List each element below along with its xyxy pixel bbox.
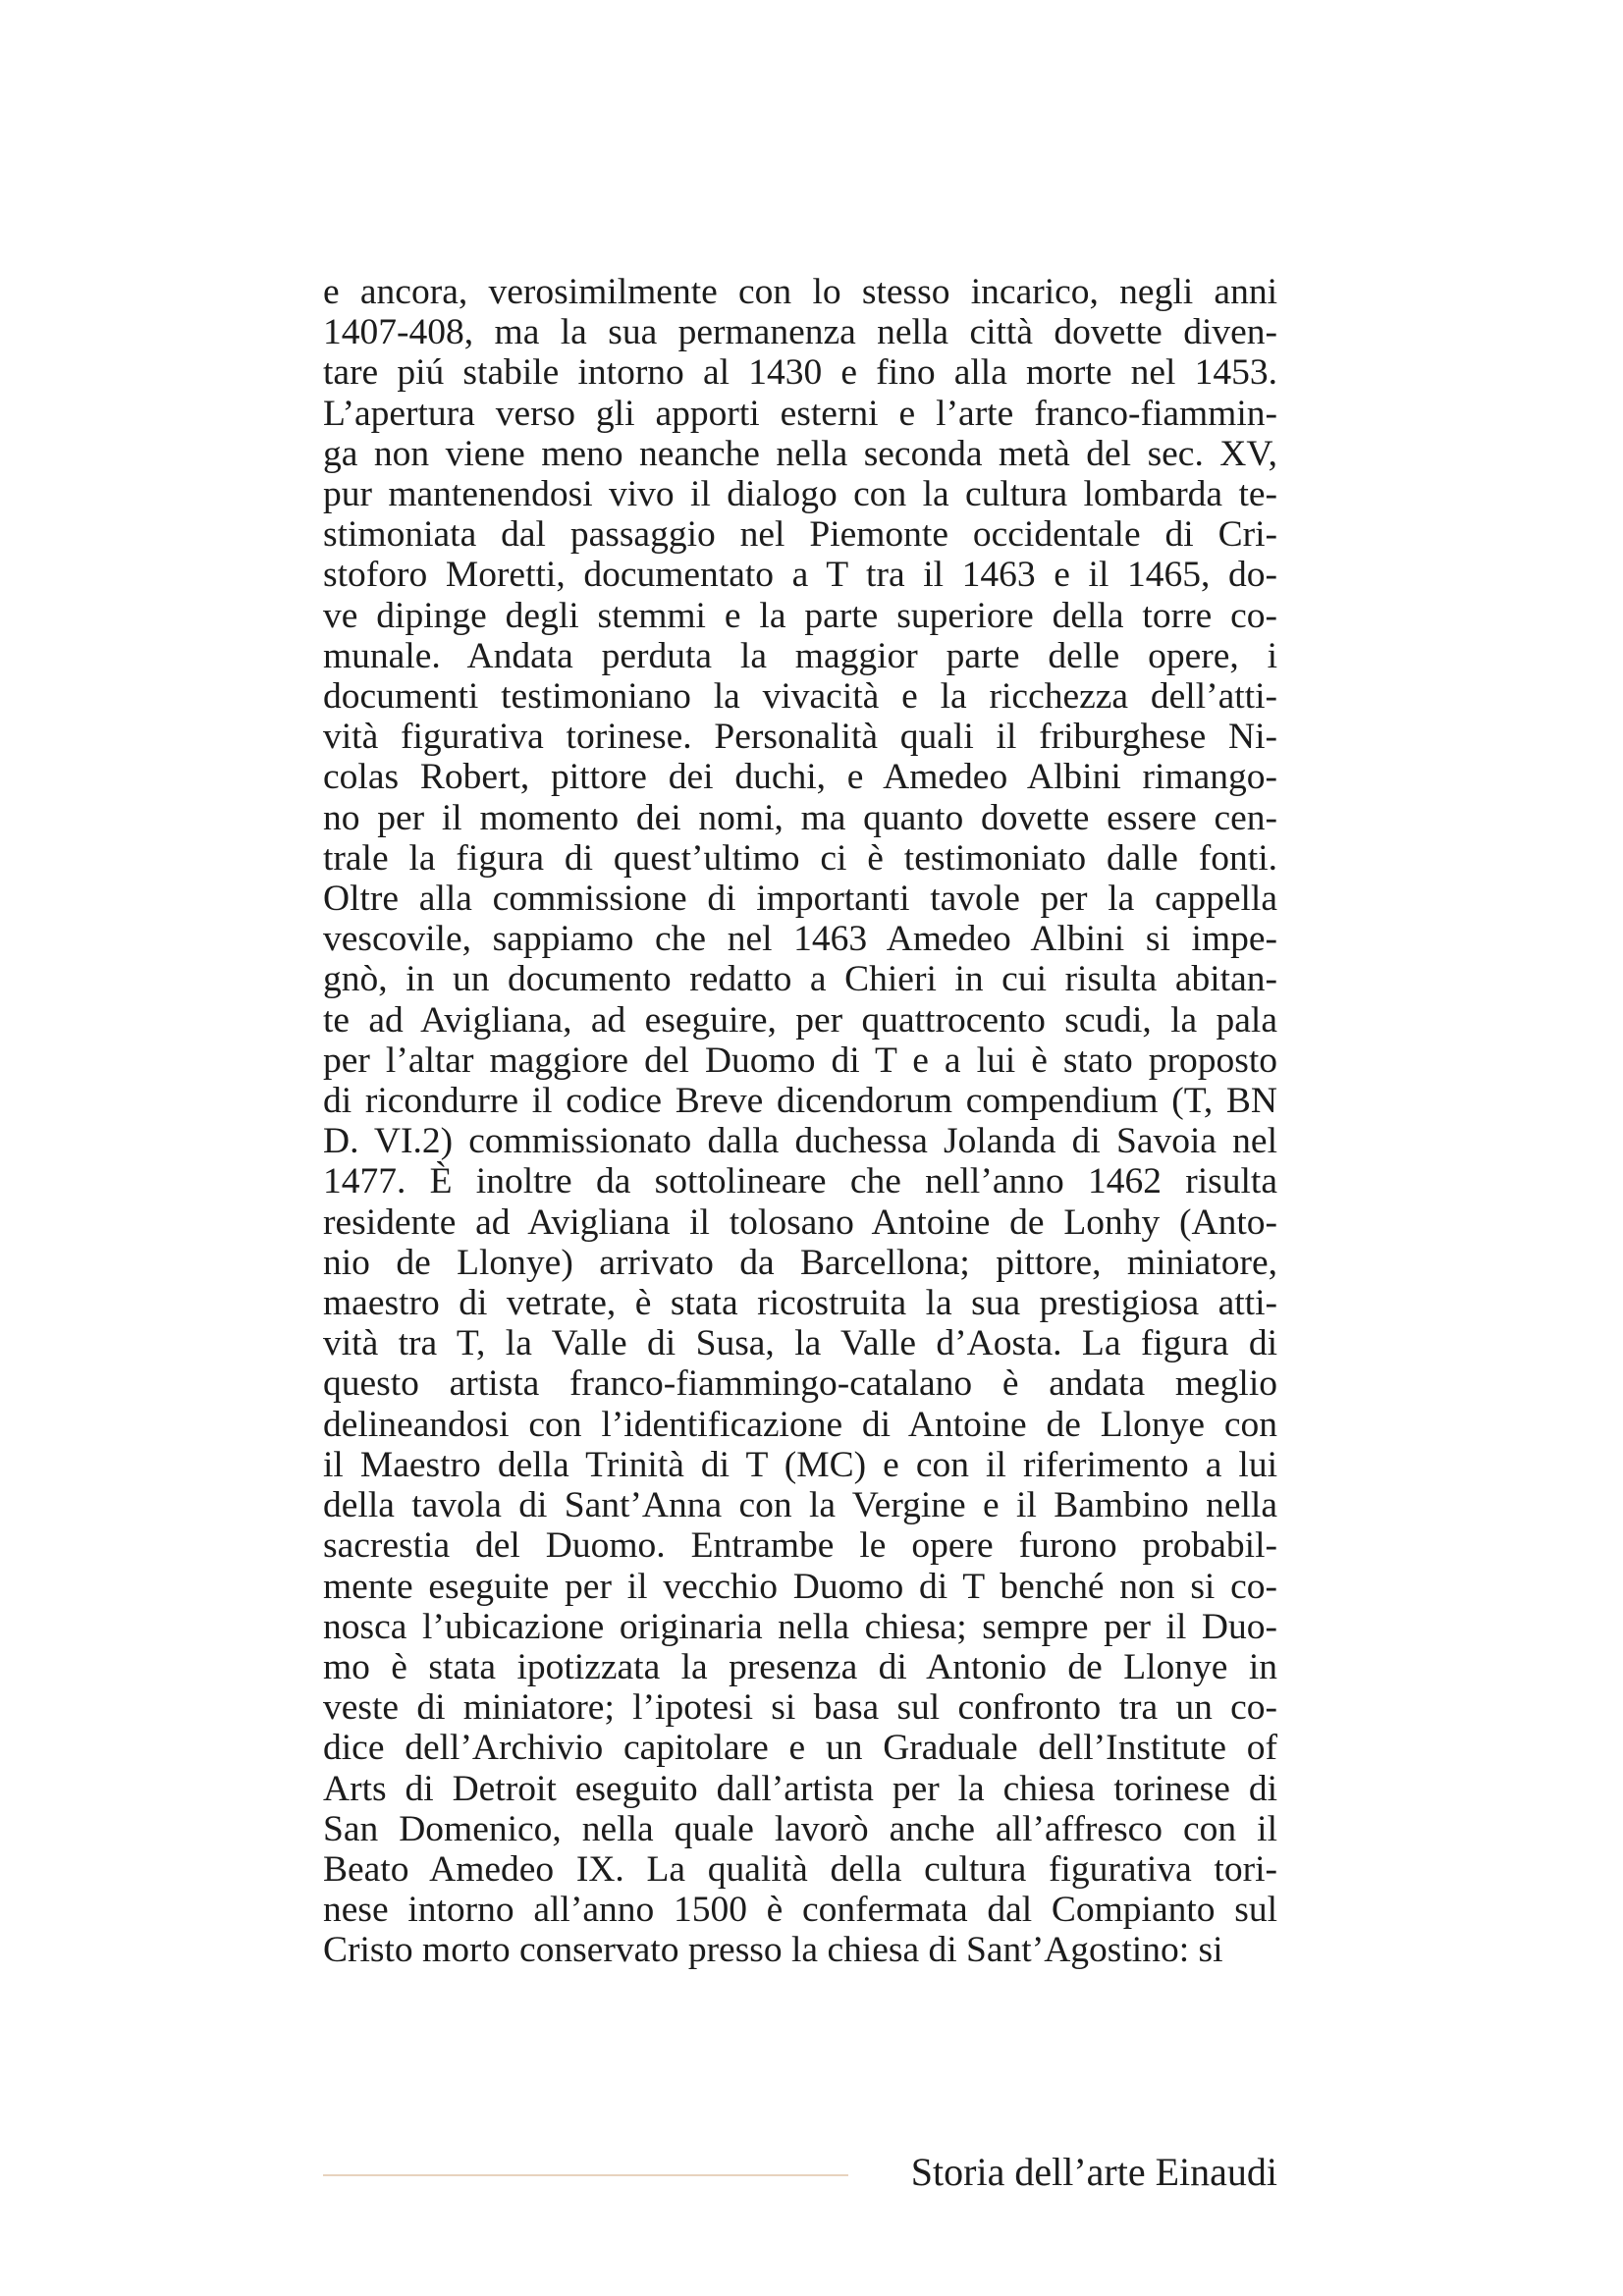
text-line: te ad Avigliana, ad eseguire, per quattrocento scudi, la pala xyxy=(323,999,1277,1041)
text-line: ga non viene meno neanche nella seconda metà del sec. XV, xyxy=(323,433,1277,474)
text-line: vità tra T, la Valle di Susa, la Valle d’Aosta. La figura di xyxy=(323,1323,1277,1364)
text-line: colas Robert, pittore dei duchi, e Amedeo Albini rimango- xyxy=(323,757,1277,798)
text-line: mo è stata ipotizzata la presenza di Antonio de Llonye in xyxy=(323,1646,1277,1687)
text-line: 1407-408, ma la sua permanenza nella città dovette diven- xyxy=(323,312,1277,353)
text-line: Oltre alla commissione di importanti tavole per la cappella xyxy=(323,879,1277,920)
text-line: San Domenico, nella quale lavorò anche all’affresco con il xyxy=(323,1808,1277,1849)
text-line: ve dipinge degli stemmi e la parte superiore della torre co- xyxy=(323,595,1277,636)
text-line: veste di miniatore; l’ipotesi si basa sul confronto tra un co- xyxy=(323,1687,1277,1729)
text-line: stimoniata dal passaggio nel Piemonte occidentale di Cri- xyxy=(323,514,1277,556)
text-line: mente eseguite per il vecchio Duomo di T benché non si co- xyxy=(323,1566,1277,1607)
body-text xyxy=(323,272,1277,1971)
text-line: di ricondurre il codice Breve dicendorum compendium (T, BN xyxy=(323,1081,1277,1122)
text-line: il Maestro della Trinità di T (MC) e con il riferimento a lui xyxy=(323,1444,1277,1485)
text-line: vità figurativa torinese. Personalità quali il friburghese Ni- xyxy=(323,717,1277,758)
text-line: no per il momento dei nomi, ma quanto dovette essere cen- xyxy=(323,797,1277,838)
text-line: vescovile, sappiamo che nel 1463 Amedeo Albini si impe- xyxy=(323,919,1277,960)
text-line: per l’altar maggiore del Duomo di T e a lui è stato proposto xyxy=(323,1040,1277,1081)
text-line: questo artista franco-fiammingo-catalano è andata meglio xyxy=(323,1363,1277,1405)
text-line: maestro di vetrate, è stata ricostruita la sua prestigiosa atti- xyxy=(323,1283,1277,1324)
text-line: trale la figura di quest’ultimo ci è testimoniato dalle fonti. xyxy=(323,837,1277,879)
text-line: 1477. È inoltre da sottolineare che nell’anno 1462 risulta xyxy=(323,1161,1277,1202)
text-line: L’apertura verso gli apporti esterni e l’arte franco-fiammin- xyxy=(323,393,1277,434)
text-line: delineandosi con l’identificazione di Antoine de Llonye con xyxy=(323,1404,1277,1445)
text-line: e ancora, verosimilmente con lo stesso incarico, negli anni xyxy=(323,272,1277,312)
text-line: nio de Llonye) arrivato da Barcellona; pittore, miniatore, xyxy=(323,1242,1277,1283)
text-line: gnò, in un documento redatto a Chieri in cui risulta abitan- xyxy=(323,959,1277,1000)
footer-divider xyxy=(323,2174,848,2176)
text-line: munale. Andata perduta la maggior parte delle opere, i xyxy=(323,635,1277,676)
text-line: della tavola di Sant’Anna con la Vergine e il Bambino nella xyxy=(323,1485,1277,1526)
text-line: pur mantenendosi vivo il dialogo con la cultura lombarda te- xyxy=(323,474,1277,515)
text-line: Beato Amedeo IX. La qualità della cultura figurativa tori- xyxy=(323,1848,1277,1890)
text-line: D. VI.2) commissionato dalla duchessa Jolanda di Savoia nel xyxy=(323,1121,1277,1162)
text-line: dice dell’Archivio capitolare e un Graduale dell’Institute of xyxy=(323,1728,1277,1769)
text-line: Arts di Detroit eseguito dall’artista per la chiesa torinese di xyxy=(323,1768,1277,1809)
text-line: residente ad Avigliana il tolosano Antoine de Lonhy (Anto- xyxy=(323,1201,1277,1243)
text-line: stoforo Moretti, documentato a T tra il 1463 e il 1465, do- xyxy=(323,555,1277,596)
text-line: sacrestia del Duomo. Entrambe le opere furono probabil- xyxy=(323,1525,1277,1567)
text-line: nese intorno all’anno 1500 è confermata dal Compianto sul xyxy=(323,1890,1277,1931)
text-line: Cristo morto conservato presso la chiesa di Sant’Agostino: si xyxy=(323,1930,1223,1971)
text-line: tare piú stabile intorno al 1430 e fino alla morte nel 1453. xyxy=(323,352,1277,394)
text-line: nosca l’ubicazione originaria nella chiesa; sempre per il Duo- xyxy=(323,1606,1277,1647)
text-line: documenti testimoniano la vivacità e la ricchezza dell’atti- xyxy=(323,676,1277,718)
footer-title: Storia dell’arte Einaudi xyxy=(910,2150,1277,2194)
